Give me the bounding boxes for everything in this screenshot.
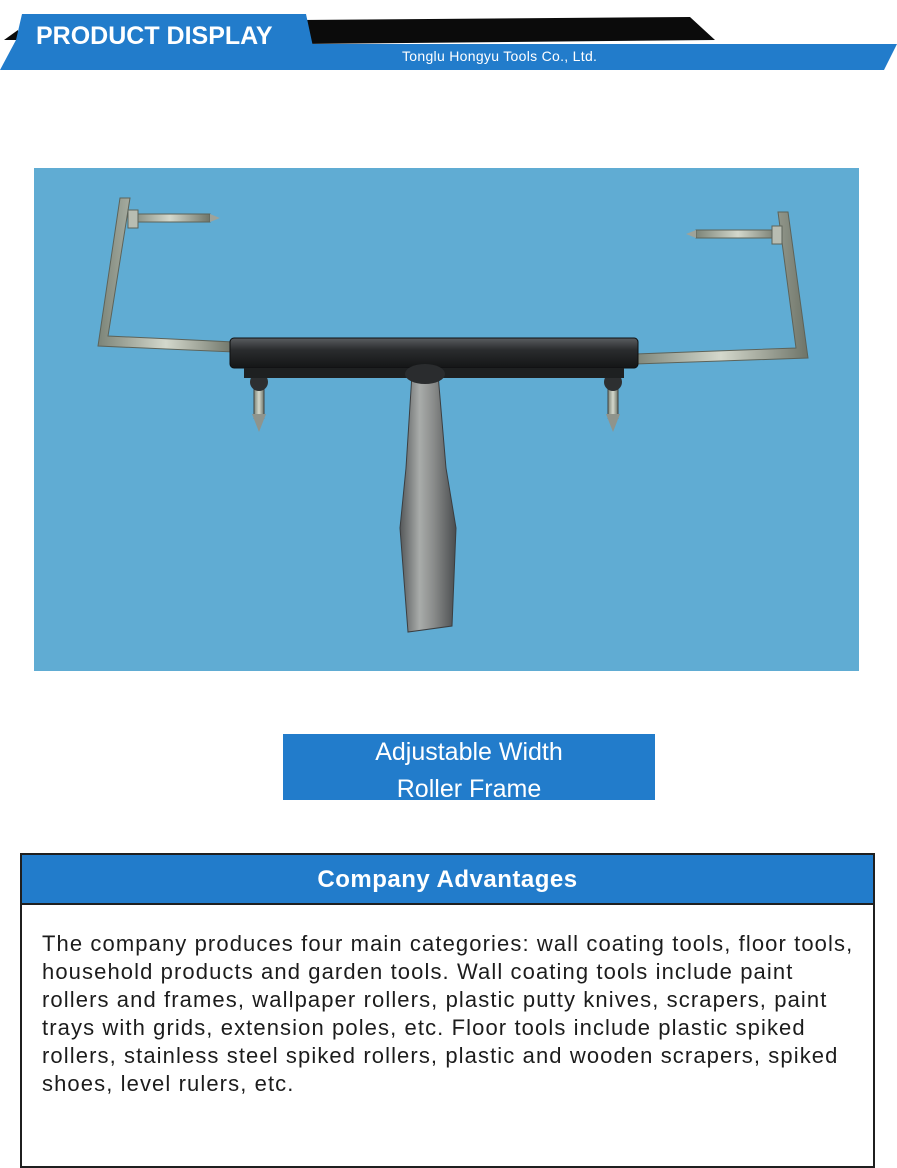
page-header-banner xyxy=(0,0,897,72)
page-title: PRODUCT DISPLAY xyxy=(36,22,273,50)
product-photo xyxy=(34,168,859,671)
caption-line-2: Roller Frame xyxy=(396,775,542,803)
company-name: Tonglu Hongyu Tools Co., Ltd. xyxy=(402,48,598,64)
advantages-body: The company produces four main categories: wall coating tools, floor tools, household products and garden tools. Wall coating tools include paint rollers and frames, wallpaper rollers, plastic putty knives, scrapers, paint trays with grids, extension poles, etc. Floor tools include plastic spiked rollers, stainless steel spiked rollers, plastic and wooden scrapers, spiked shoes, level rulers, etc. xyxy=(42,931,854,1096)
company-advantages-panel xyxy=(20,853,875,1168)
caption-line-1: Adjustable Width xyxy=(375,738,563,766)
roller-frame-image xyxy=(34,168,859,671)
advantages-title: Company Advantages xyxy=(22,855,873,905)
product-caption xyxy=(283,734,655,803)
